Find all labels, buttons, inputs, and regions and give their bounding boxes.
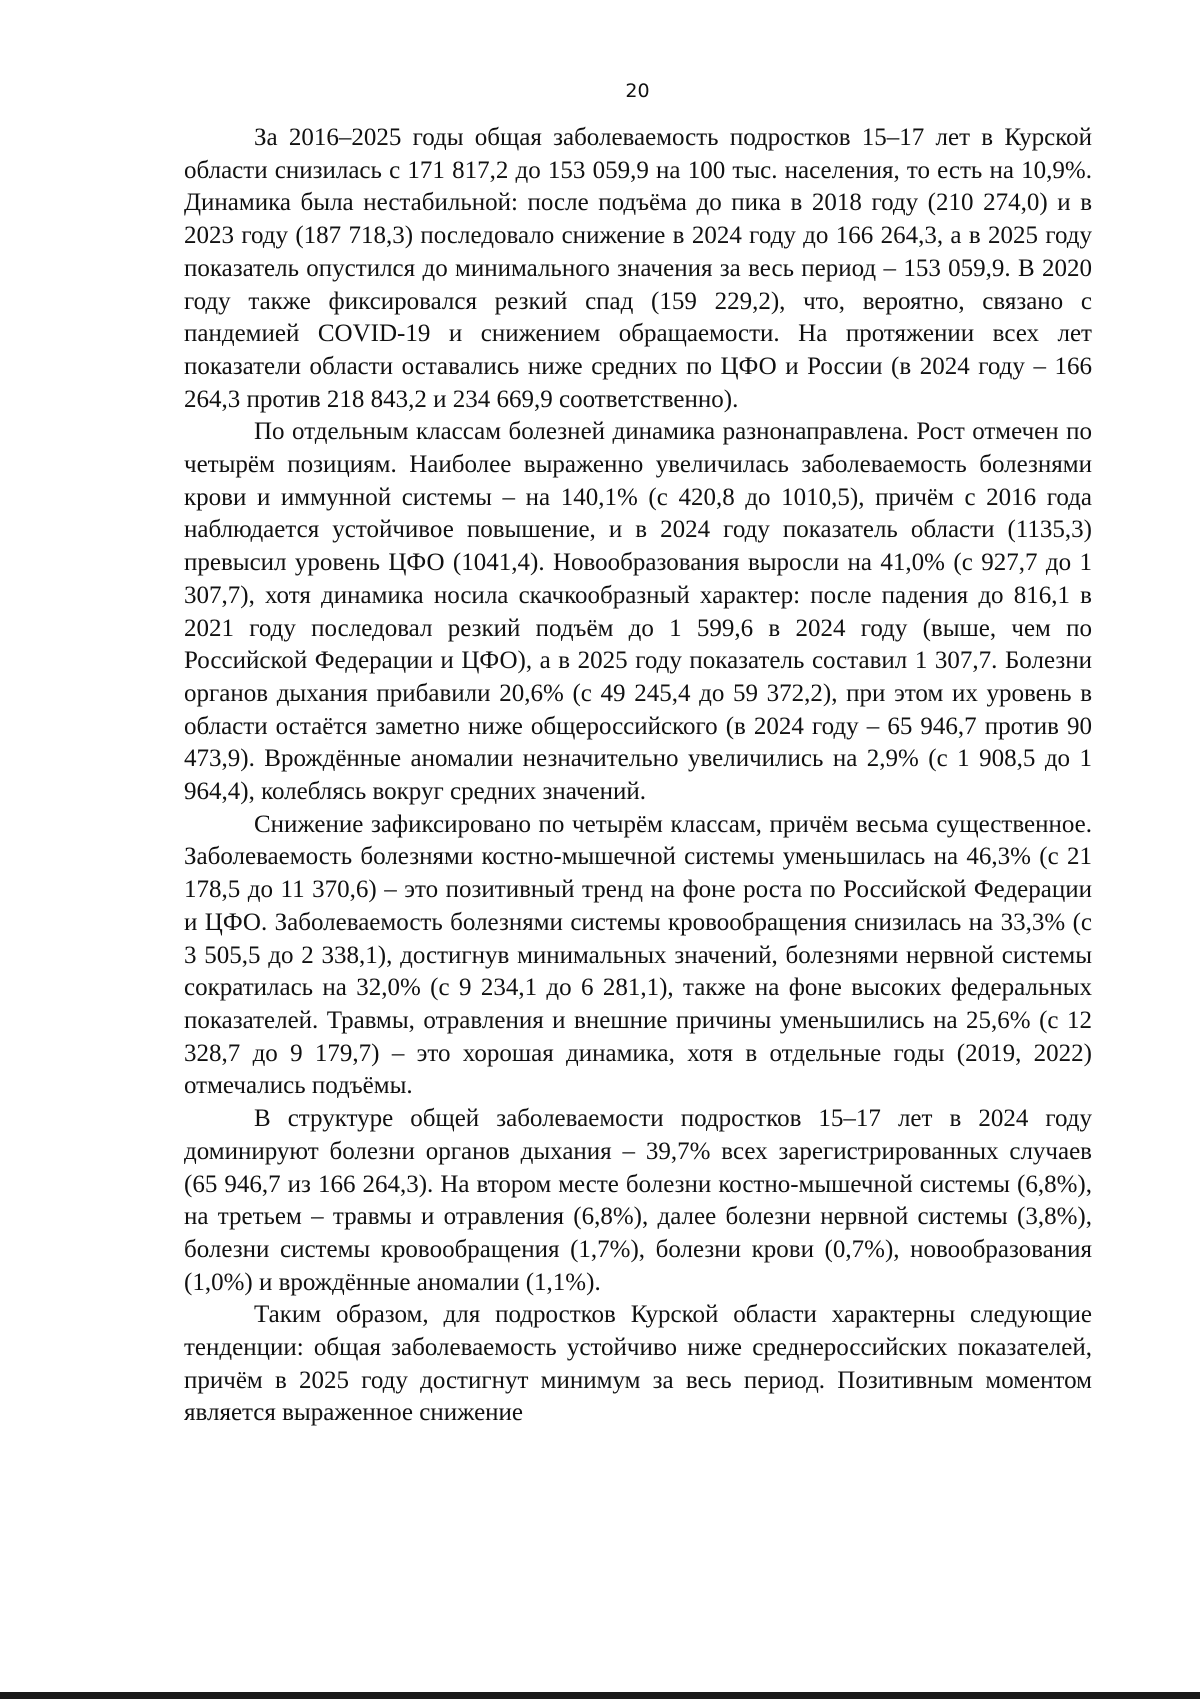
paragraph-conclusion: Таким образом, для подростков Курской области характерны следующие тенденции: общая заболеваемость устойчиво ниже среднероссийских показателей, причём в 2025 году достигнут минимум за весь период. Позитивным моментом является выраженное снижение [184,1301,1092,1427]
paragraph-morbidity-structure: В структуре общей заболеваемости подростков 15–17 лет в 2024 году доминируют болезни органов дыхания – 39,7% всех зарегистрированных случаев (65 946,7 из 166 264,3). На втором месте болезни костно-мышечной системы (6,8%), на третьем – травмы и отравления (6,8%), далее болезни нервной системы (3,8%), болезни системы кровообращения (1,7%), болезни крови (0,7%), новообразования (1,0%) и врождённые аномалии (1,1%). [184,1105,1092,1296]
paragraph-disease-class-decline: Снижение зафиксировано по четырём классам, причём весьма существенное. Заболеваемость болезнями костно-мышечной системы уменьшилась на 46,3% (с 21 178,5 до 11 370,6) – это позитивный тренд на фоне роста по Российской Федерации и ЦФО. Заболеваемость болезнями системы кровообращения снизилась на 33,3% (с 3 505,5 до 2 338,1), достигнув минимальных значений, болезнями нервной системы сократилась на 32,0% (с 9 234,1 до 6 281,1), также на фоне высоких федеральных показателей. Травмы, отравления и внешние причины уменьшились на 25,6% (с 12 328,7 до 9 179,7) – это хорошая динамика, хотя в отдельные годы (2019, 2022) отмечались подъёмы. [184,810,1092,1100]
document-body [184,122,1092,1430]
paragraph-disease-class-growth: По отдельным классам болезней динамика разнонаправлена. Рост отмечен по четырём позициям. Наиболее выраженно увеличилась заболеваемость болезнями крови и иммунной системы – на 140,1% (с 420,8 до 1010,5), причём с 2016 года наблюдается устойчивое повышение, и в 2024 году показатель области (1135,3) превысил уровень ЦФО (1041,4). Новообразования выросли на 41,0% (с 927,7 до 1 307,7), хотя динамика носила скачкообразный характер: после падения до 816,1 в 2021 году последовал резкий подъём до 1 599,6 в 2024 году (выше, чем по Российской Федерации и ЦФО), а в 2025 году показатель составил 1 307,7. Болезни органов дыхания прибавили 20,6% (с 49 245,4 до 59 372,2), при этом их уровень в области остаётся заметно ниже общероссийского (в 2024 году – 65 946,7 против 90 473,9). Врождённые аномалии незначительно увеличились на 2,9% (с 1 908,5 до 1 964,4), колеблясь вокруг средних значений. [184,418,1092,806]
scan-edge [0,1692,1200,1699]
paragraph-overall-morbidity: За 2016–2025 годы общая заболеваемость подростков 15–17 лет в Курской области снизилась с 171 817,2 до 153 059,9 на 100 тыс. населения, то есть на 10,9%. Динамика была нестабильной: после подъёма до пика в 2018 году (210 274,0) и в 2023 году (187 718,3) последовало снижение в 2024 году до 166 264,3, а в 2025 году показатель опустился до минимального значения за весь период – 153 059,9. В 2020 году также фиксировался резкий спад (159 229,2), что, вероятно, связано с пандемией COVID-19 и снижением обращаемости. На протяжении всех лет показатели области оставались ниже средних по ЦФО и России (в 2024 году – 166 264,3 против 218 843,2 и 234 669,9 соответственно). [184,124,1092,413]
page-number: 20 [625,80,650,102]
